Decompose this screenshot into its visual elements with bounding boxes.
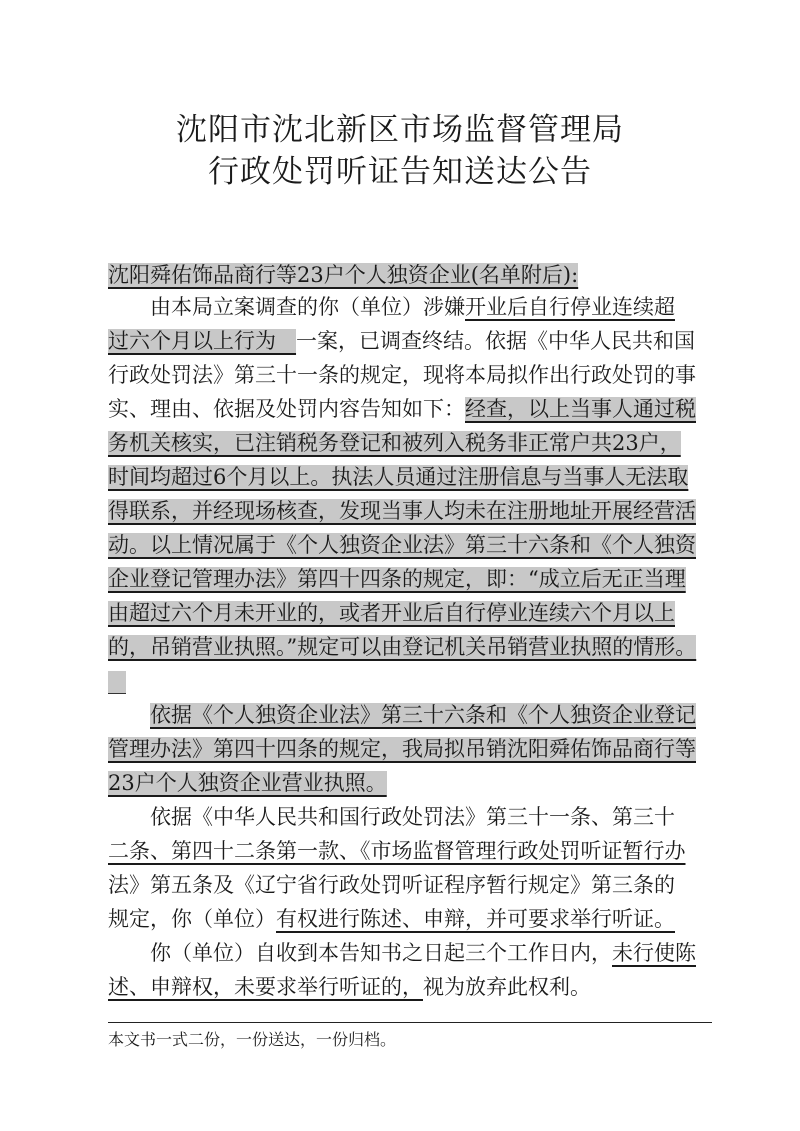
paragraph-2-line xyxy=(108,734,710,764)
text-span: 实、理由、依据及处罚内容告知如下： xyxy=(108,397,465,421)
document-title-line-2: 行政处罚听证告知送达公告 xyxy=(208,154,592,190)
highlighted-text: 由超过六个月未开业的，或者开业后自行停业连续六个月以上 xyxy=(108,601,675,625)
highlighted-text: 23户个人独资企业营业执照。 xyxy=(108,771,387,795)
paragraph-1-line xyxy=(150,292,710,322)
highlighted-text: 企业登记管理办法》第四十四条的规定，即：“成立后无正当理 xyxy=(108,567,686,591)
paragraph-1-line xyxy=(108,462,710,492)
paragraph-1-line: 行政处罚法》第三十一条的规定，现将本局拟作出行政处罚的事 xyxy=(108,363,696,387)
underlined-text: 开业后自行停业连续超 xyxy=(465,295,675,319)
highlighted-text: 动。以上情况属于《个人独资企业法》第三十六条和《个人独资 xyxy=(108,533,696,557)
underlined-text: 未行使陈 xyxy=(612,941,696,965)
paragraph-1-line xyxy=(108,598,710,628)
highlighted-text: 依据《个人独资企业法》第三十六条和《个人独资企业登记 xyxy=(150,703,696,727)
paragraph-2-line xyxy=(150,700,710,730)
footer-note: 本文书一式二份，一份送达，一份归档。 xyxy=(108,1030,397,1049)
paragraph-3-line xyxy=(108,870,710,900)
paragraph-1-line xyxy=(108,394,710,424)
text-span: 你（单位）自收到本告知书之日起三个工作日内， xyxy=(150,941,612,965)
highlighted-text: 时间均超过6个月以上。执法人员通过注册信息与当事人无法取 xyxy=(108,465,689,489)
text-span: 由本局立案调查的你（单位）涉嫌 xyxy=(150,295,465,319)
paragraph-1-line xyxy=(108,496,710,526)
text-span: 法》第五条及《辽宁省行政处罚听证程序暂行规定》第三条的 xyxy=(108,873,675,897)
highlighted-text: 务机关核实，已注销税务登记和被列入税务非正常户共23户， xyxy=(108,431,681,455)
highlighted-text: 经查，以上当事人通过税 xyxy=(465,397,696,421)
paragraph-1-line xyxy=(108,632,710,662)
paragraph-3-line xyxy=(108,904,710,934)
paragraph-2-line xyxy=(108,768,710,798)
underlined-text: 二条、第四十二条第一款、《市场监督管理行政处罚听证暂行办 xyxy=(108,839,686,863)
paragraph-1-line xyxy=(108,564,710,594)
highlighted-text: 的，吊销营业执照。”规定可以由登记机关吊销营业执照的情形。 xyxy=(108,635,697,659)
highlight-mark xyxy=(108,671,126,694)
document-title-line-1: 沈阳市沈北新区市场监督管理局 xyxy=(176,112,624,148)
underlined-text: 述、申辩权，未要求举行听证的， xyxy=(108,975,423,999)
underlined-text: 过六个月以上行为 xyxy=(108,329,276,353)
highlighted-text: 得联系，并经现场核查，发现当事人均未在注册地址开展经营活 xyxy=(108,499,696,523)
addressee-line xyxy=(108,260,710,290)
paragraph-1-line xyxy=(108,326,710,356)
text-span: 视为放弃此权利。 xyxy=(423,975,591,999)
paragraph-3-line xyxy=(150,802,710,832)
paragraph-1-line xyxy=(108,530,710,560)
paragraph-3-line xyxy=(108,836,710,866)
text-span: 一案，已调查终结。依据《中华人民共和国 xyxy=(296,329,696,353)
underlined-text: 有权进行陈述、申辩，并可要求举行听证。 xyxy=(276,907,675,931)
addressee-text: 沈阳舜佑饰品商行等23户个人独资企业(名单附后): xyxy=(108,263,579,287)
footer-divider xyxy=(108,1022,712,1023)
text-span: 依据《中华人民共和国行政处罚法》第三十一条、第三十 xyxy=(150,805,675,829)
paragraph-1-line xyxy=(108,428,710,458)
paragraph-4-line xyxy=(108,972,710,1002)
paragraph-1-stub-line xyxy=(108,666,710,696)
paragraph-4-line xyxy=(150,938,710,968)
text-span: 规定，你（单位） xyxy=(108,907,276,931)
highlighted-text: 管理办法》第四十四条的规定，我局拟吊销沈阳舜佑饰品商行等 xyxy=(108,737,696,761)
